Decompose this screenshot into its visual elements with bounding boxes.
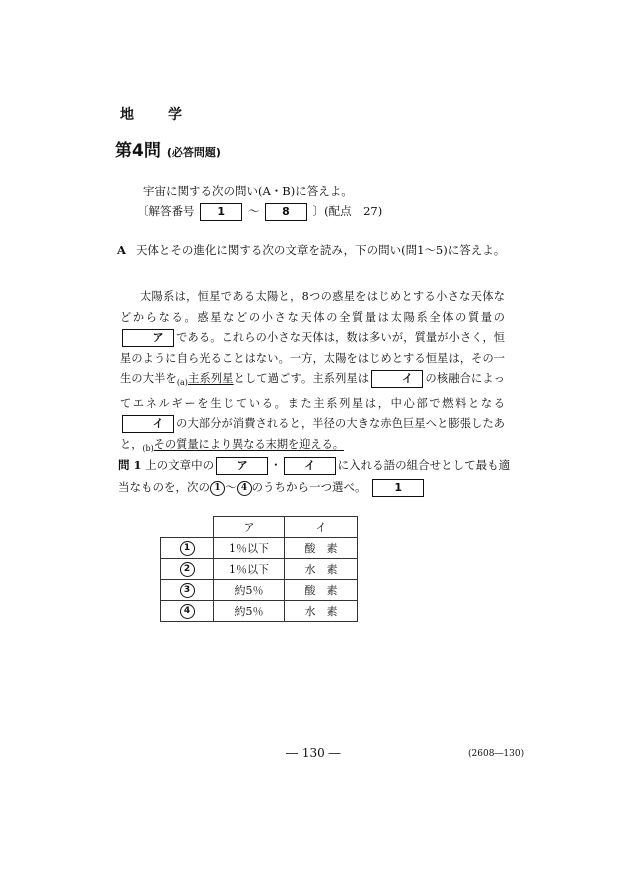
- cell-a: 約5％: [214, 580, 285, 601]
- q1-text-2: に入れる語の組合せとして最も適当なものを，次の: [118, 458, 511, 494]
- choice-number: 4: [180, 604, 195, 619]
- blank-box-i-2: イ: [122, 415, 174, 433]
- choice-number: 3: [180, 583, 195, 598]
- blank-box-i-1: イ: [371, 370, 423, 388]
- table-corner: [161, 517, 214, 538]
- answer-number-range: [137, 203, 382, 221]
- table-row: [161, 601, 358, 622]
- question-intro: 宇宙に関する次の問い(A・B)に答えよ。: [143, 184, 353, 198]
- underline-b: その質量により異なる末期を迎える。: [153, 437, 344, 451]
- cell-i: 水 素: [285, 601, 358, 622]
- cell-i: 酸 素: [285, 538, 358, 559]
- section-a-heading: [117, 242, 505, 258]
- passage-text-3: として過ごす。主系列星は: [233, 372, 370, 385]
- table-header-row: [161, 517, 358, 538]
- page-code: (2608―130): [468, 749, 525, 759]
- choice-number: 1: [180, 541, 195, 556]
- answer-number-prefix: 〔解答番号: [137, 204, 195, 218]
- table-header-a: ア: [214, 517, 285, 538]
- cell-a: 1％以下: [214, 559, 285, 580]
- cell-i: 水 素: [285, 559, 358, 580]
- circled-number-4: 4: [237, 481, 252, 496]
- question-1: [118, 454, 518, 498]
- table-row: [161, 559, 358, 580]
- answer-choices-table: [160, 516, 358, 622]
- range-tilde: ～: [247, 204, 260, 218]
- cell-a: 約5％: [214, 601, 285, 622]
- passage-text-5: の大部分が消費されると，半径の大きな赤色巨星へと膨張したあと，: [120, 417, 505, 451]
- q1-box-a: ア: [216, 457, 268, 475]
- mark-b: (b): [142, 443, 154, 453]
- q1-tilde: ～: [225, 480, 237, 494]
- q1-box-i: イ: [284, 457, 336, 475]
- section-a-label: A: [117, 243, 126, 257]
- mark-a: (a): [176, 378, 188, 387]
- blank-box-a: ア: [122, 329, 174, 347]
- q1-answer-box: 1: [372, 479, 424, 497]
- points-label: 〕(配点 27): [312, 204, 383, 218]
- question-number: 第4問: [115, 141, 161, 161]
- q1-label: 問 1: [118, 458, 142, 472]
- q1-text-1: 上の文章中の: [145, 458, 215, 472]
- table-header-i: イ: [285, 517, 358, 538]
- underline-a: 主系列星: [187, 372, 234, 385]
- page-number: ― 130 ―: [286, 746, 341, 760]
- passage: [120, 287, 505, 459]
- passage-text-2: である。これらの小さな天体は，数は多いが，質量が小さく，恒星のように自ら光ることはない。一方，太陽をはじめとする恒星は，その一生の大半を: [120, 331, 505, 385]
- q1-dot: ・: [270, 458, 282, 472]
- answer-box-to: 8: [265, 203, 307, 221]
- cell-i: 酸 素: [285, 580, 358, 601]
- required-label: (必答問題): [166, 146, 221, 159]
- circled-number-1: 1: [210, 481, 225, 496]
- question-title: [115, 136, 221, 161]
- cell-a: 1％以下: [214, 538, 285, 559]
- table-row: [161, 580, 358, 601]
- subject-heading: 地 学: [120, 107, 192, 123]
- section-a-text: 天体とその進化に関する次の文章を読み，下の問い(問1～5)に答えよ。: [135, 243, 506, 257]
- choice-number: 2: [180, 562, 195, 577]
- table-row: [161, 538, 358, 559]
- answer-box-from: 1: [200, 203, 242, 221]
- q1-text-3: のうちから一つ選べ。: [251, 480, 367, 494]
- passage-text-4: の核融合によってエネルギーを生じている。また主系列星は，中心部で燃料となる: [120, 372, 505, 410]
- passage-text-1: 太陽系は，恒星である太陽と，8つの惑星をはじめとする小さな天体などからなる。惑星などの小さな天体の全質量は太陽系全体の質量の: [120, 290, 505, 324]
